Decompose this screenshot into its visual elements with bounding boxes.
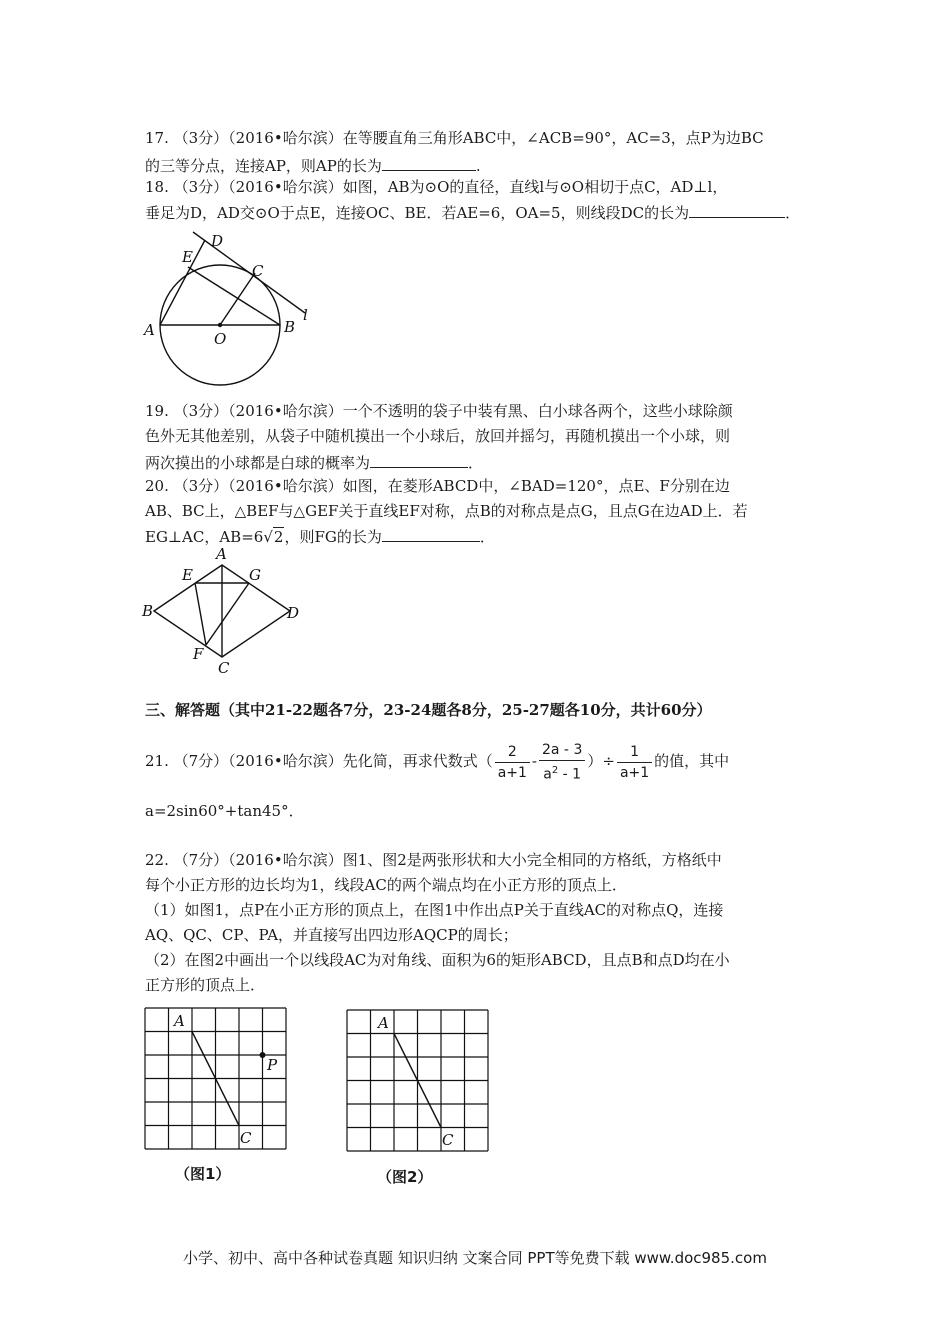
q18-line2 xyxy=(145,201,800,223)
label-b: B xyxy=(284,318,296,336)
q17-line2 xyxy=(145,154,481,176)
fraction-2-den-exponent: 2 xyxy=(551,764,559,776)
q20-line1: 20. （3分）（2016•哈尔滨）如图，在菱形ABCD中，∠BAD=120°，点E、F分别在边 xyxy=(145,477,730,495)
fig1-label-a: A xyxy=(174,1012,185,1030)
fig1-label-p: P xyxy=(267,1056,278,1074)
fraction-3-den: a+1 xyxy=(619,764,650,781)
q21-prefix: 21. （7分）（2016•哈尔滨）先化简，再求代数式（ xyxy=(145,752,493,770)
label-c: C xyxy=(252,262,264,280)
q19-line3 xyxy=(145,451,483,473)
minus-sign: - xyxy=(531,752,537,770)
label-g: G xyxy=(249,566,261,584)
q21-close-divide: ）÷ xyxy=(587,752,615,770)
label-b: B xyxy=(142,602,154,620)
label-e: E xyxy=(182,248,193,266)
q20-line2: AB、BC上，△BEF与△GEF关于直线EF对称，点B的对称点是点G，且点G在边AD上．若 xyxy=(145,502,748,520)
label-d: D xyxy=(211,232,224,250)
q21-line2: a=2sin60°+tan45°． xyxy=(145,802,304,820)
q17-line2-text: 的三等分点，连接AP，则AP的长为 xyxy=(145,157,382,175)
fraction-2 xyxy=(539,742,585,783)
q20-period: ． xyxy=(479,528,495,546)
q20-line3-text: EG⊥AC，AB=6 xyxy=(145,528,264,546)
q19-answer-blank xyxy=(370,451,468,468)
label-e: E xyxy=(182,566,193,584)
label-o: O xyxy=(214,330,227,348)
fraction-1 xyxy=(495,744,530,781)
center-o-point xyxy=(218,323,222,327)
fraction-1-den: a+1 xyxy=(497,764,527,781)
q20-rhombus-figure xyxy=(140,542,310,677)
fig1-caption: （图1） xyxy=(175,1165,231,1183)
q22-figure2-grid xyxy=(342,1004,494,1156)
q21-line1 xyxy=(145,740,729,782)
fraction-2-den-rest: - 1 xyxy=(558,766,582,783)
q17-line1: 17. （3分）（2016•哈尔滨）在等腰直角三角形ABC中，∠ACB=90°，AC=3，点P为边BC xyxy=(145,129,764,147)
fraction-3-num: 1 xyxy=(617,744,652,763)
q22-figure1-grid xyxy=(140,1002,292,1154)
q22-line2: 每个小正方形的边长均为1，线段AC的两个端点均在小正方形的顶点上． xyxy=(145,876,627,894)
label-d: D xyxy=(287,604,300,622)
label-l: l xyxy=(303,306,308,324)
sqrt-symbol: √2 xyxy=(263,528,284,546)
segment-ef xyxy=(195,583,206,645)
q22-line6: 正方形的顶点上． xyxy=(145,976,266,994)
label-a: A xyxy=(144,321,155,339)
q18-circle-figure xyxy=(140,228,320,388)
section3-title: 三、解答题（其中21-22题各7分，23-24题各8分，25-27题各10分，共计60分） xyxy=(145,701,712,719)
fig1-label-c: C xyxy=(240,1129,252,1147)
q19-line1: 19. （3分）（2016•哈尔滨）一个不透明的袋子中装有黑、白小球各两个，这些小球除颜 xyxy=(145,402,733,420)
q22-line3: （1）如图1，点P在小正方形的顶点上，在图1中作出点P关于直线AC的对称点Q，连接 xyxy=(145,901,724,919)
segment-be xyxy=(188,267,280,325)
label-c: C xyxy=(218,659,230,677)
fraction-3 xyxy=(617,744,652,781)
q19-period: ． xyxy=(468,454,484,472)
fraction-2-den-base: a xyxy=(543,766,552,783)
q21-suffix: 的值，其中 xyxy=(654,752,730,770)
tangent-line-l xyxy=(193,232,305,313)
segment-fg xyxy=(206,583,249,645)
q19-line3-text: 两次摸出的小球都是白球的概率为 xyxy=(145,454,371,472)
fraction-2-den xyxy=(539,761,585,783)
sqrt-radicand: 2 xyxy=(273,528,284,546)
q20-line3-text-2: ，则FG的长为 xyxy=(284,528,382,546)
fig2-label-c: C xyxy=(442,1131,454,1149)
q17-period: . xyxy=(475,157,481,175)
q18-line2-text: 垂足为D，AD交⊙O于点E，连接OC、BE．若AE=6，OA=5，则线段DC的长为 xyxy=(145,204,690,222)
footer-text: 小学、初中、高中各种试卷真题 知识归纳 文案合同 PPT等免费下载 www.doc985.com xyxy=(183,1249,767,1267)
label-a: A xyxy=(216,545,227,563)
q22-line5: （2）在图2中画出一个以线段AC为对角线、面积为6的矩形ABCD，且点B和点D均在小 xyxy=(145,951,730,969)
fig2-caption: （图2） xyxy=(377,1168,433,1186)
q20-answer-blank xyxy=(382,525,480,542)
fig2-label-a: A xyxy=(378,1014,389,1032)
label-f: F xyxy=(193,645,204,663)
q22-line1: 22. （7分）（2016•哈尔滨）图1、图2是两张形状和大小完全相同的方格纸，方格纸中 xyxy=(145,851,722,869)
q18-line1: 18. （3分）（2016•哈尔滨）如图，AB为⊙O的直径，直线l与⊙O相切于点C，AD⊥l， xyxy=(145,178,728,196)
point-p xyxy=(260,1052,266,1058)
fraction-2-num: 2a - 3 xyxy=(539,742,585,761)
segment-oc xyxy=(220,273,255,325)
fraction-1-num: 2 xyxy=(495,744,530,763)
q18-period: ． xyxy=(785,204,801,222)
q19-line2: 色外无其他差别，从袋子中随机摸出一个小球后，放回并摇匀，再随机摸出一个小球，则 xyxy=(145,427,731,445)
q22-line4: AQ、QC、CP、PA，并直接写出四边形AQCP的周长； xyxy=(145,926,518,944)
q17-answer-blank xyxy=(382,154,476,171)
q18-answer-blank xyxy=(689,201,785,218)
